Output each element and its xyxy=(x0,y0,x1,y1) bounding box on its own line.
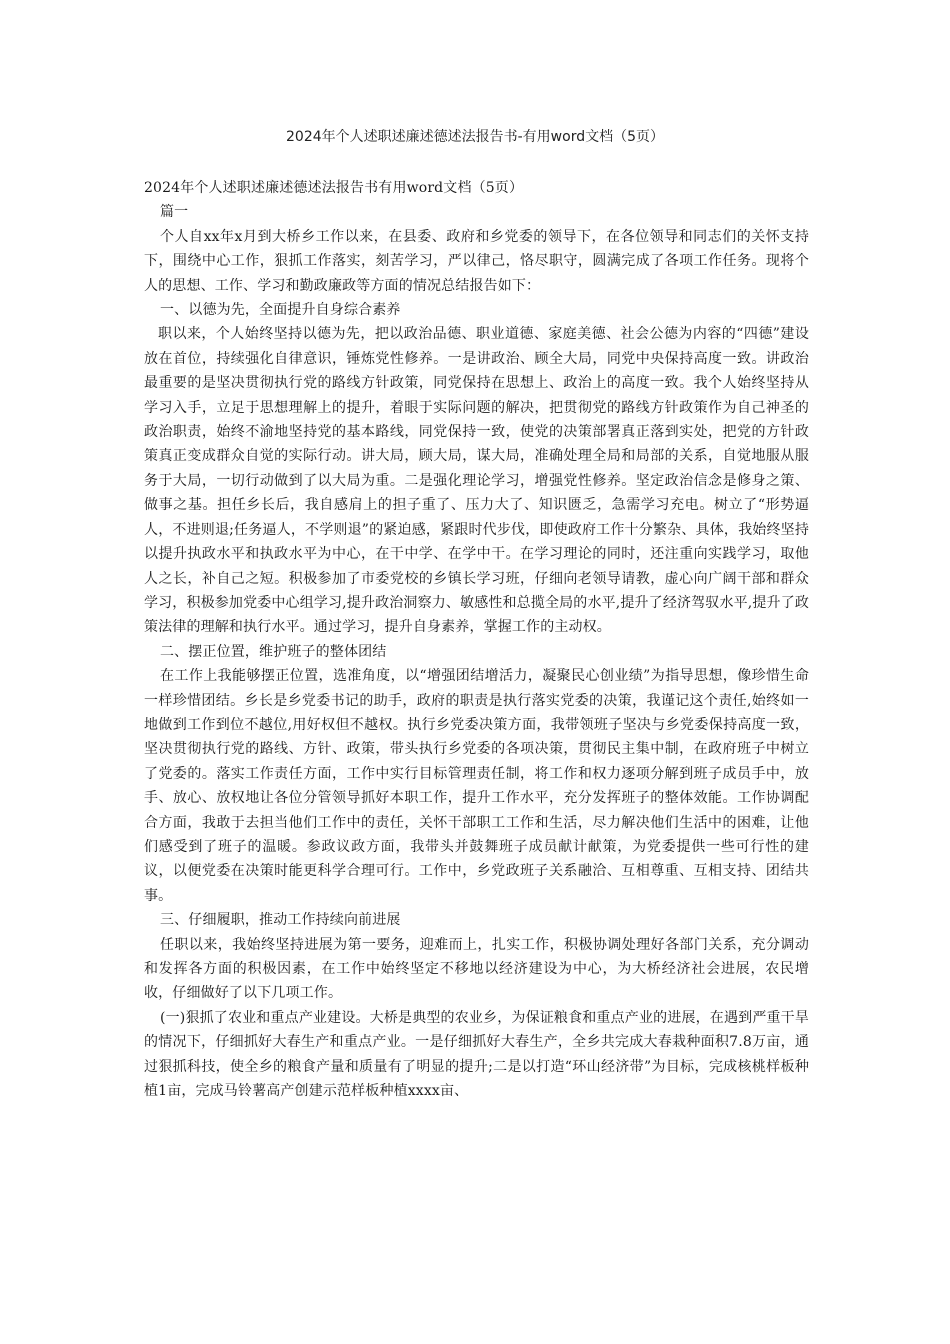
paragraph: 在工作上我能够摆正位置，选准角度，以“增强团结增活力，凝聚民心创业绩”为指导思想，像珍惜生命一样珍惜团结。乡长是乡党委书记的助手，政府的职责是执行落实党委的决策，我谨记这个责任,始终如一地做到工作到位不越位,用好权但不越权。执行乡党委决策方面，我带领班子坚决与乡党委保持高度一致，坚决贯彻执行党的路线、方针、政策，带头执行乡党委的各项决策，贯彻民主集中制，在政府班子中树立了党委的。落实工作责任方面，工作中实行目标管理责任制，将工作和权力逐项分解到班子成员手中，放手、放心、放权地让各位分管领导抓好本职工作，提升工作水平，充分发挥班子的整体效能。工作协调配合方面，我敢于去担当他们工作中的责任，关怀干部职工工作和生活，尽力解决他们生活中的困难，让他们感受到了班子的温暖。参政议政方面，我带头并鼓舞班子成员献计献策，为党委提供一些可行性的建议，以便党委在决策时能更科学合理可行。工作中，乡党政班子关系融洽、互相尊重、互相支持、团结共事。 xyxy=(144,668,809,904)
paragraph: 职以来，个人始终坚持以德为先，把以政治品德、职业道德、家庭美德、社会公德为内容的“四德”建设放在首位，持续强化自律意识，锤炼党性修养。一是讲政治、顾全大局，同党中央保持高度一致。讲政治最重要的是坚决贯彻执行党的路线方针政策，同党保持在思想上、政治上的高度一致。我个人始终坚持从学习入手，立足于思想理解上的提升，着眼于实际问题的解决，把贯彻党的路线方针政策作为自己神圣的政治职责，始终不渝地坚持党的基本路线，同党保持一致，使党的决策部署真正落到实处，把党的方针政策真正变成群众自觉的实际行动。讲大局，顾大局，谋大局，准确处理全局和局部的关系，自觉地服从服务于大局，一切行动做到了以大局为重。二是强化理论学习，增强党性修养。坚定政治信念是修身之策、做事之基。担任乡长后，我自感肩上的担子重了、压力大了、知识匮乏，急需学习充电。树立了“形势逼人，不进则退;任务逼人，不学则退”的紧迫感，紧跟时代步伐，即使政府工作十分繁杂、具体，我始终坚持以提升执政水平和执政水平为中心，在干中学、在学中干。在学习理论的同时，还注重向实践学习，取他人之长，补自己之短。积极参加了市委党校的乡镇长学习班，仔细向老领导请教，虚心向广阔干部和群众学习，积极参加党委中心组学习,提升政治洞察力、敏感性和总揽全局的水平,提升了经济驾驭水平,提升了政策法律的理解和执行水平。通过学习，提升自身素养，掌握工作的主动权。 xyxy=(144,326,809,636)
document-body xyxy=(144,176,809,1103)
paragraph: 个人自xx年x月到大桥乡工作以来，在县委、政府和乡党委的领导下，在各位领导和同志们的关怀支持下，围绕中心工作，狠抓工作落实，刻苦学习，严以律己，恪尽职守，圆满完成了各项工作任务。现将个人的思想、工作、学习和勤政廉政等方面的情况总结报告如下： xyxy=(144,228,809,294)
page-header-title: 2024年个人述职述廉述德述法报告书-有用word文档（5页） xyxy=(286,129,664,145)
section-heading: 一、以德为先，全面提升自身综合素养 xyxy=(160,302,401,319)
section-heading: 二、摆正位置，维护班子的整体团结 xyxy=(160,643,387,660)
section-label: 篇一 xyxy=(160,204,189,221)
paragraph: (一)狠抓了农业和重点产业建设。大桥是典型的农业乡，为保证粮食和重点产业的进展，在遇到严重干旱的情况下，仔细抓好大春生产和重点产业。一是仔细抓好大春生产，全乡共完成大春栽种面积7.8万亩，通过狠抓科技，使全乡的粮食产量和质量有了明显的提升;二是以打造“环山经济带”为目标，完成核桃样板种植1亩，完成马铃薯高产创建示范样板种植xxxx亩、 xyxy=(144,1009,809,1100)
document-title: 2024年个人述职述廉述德述法报告书有用word文档（5页） xyxy=(144,180,524,196)
paragraph: 任职以来，我始终坚持进展为第一要务，迎难而上，扎实工作，积极协调处理好各部门关系，充分调动和发挥各方面的积极因素，在工作中始终坚定不移地以经济建设为中心，为大桥经济社会进展，农民增收，仔细做好了以下几项工作。 xyxy=(144,936,809,1002)
section-heading: 三、仔细履职，推动工作持续向前进展 xyxy=(160,912,401,929)
